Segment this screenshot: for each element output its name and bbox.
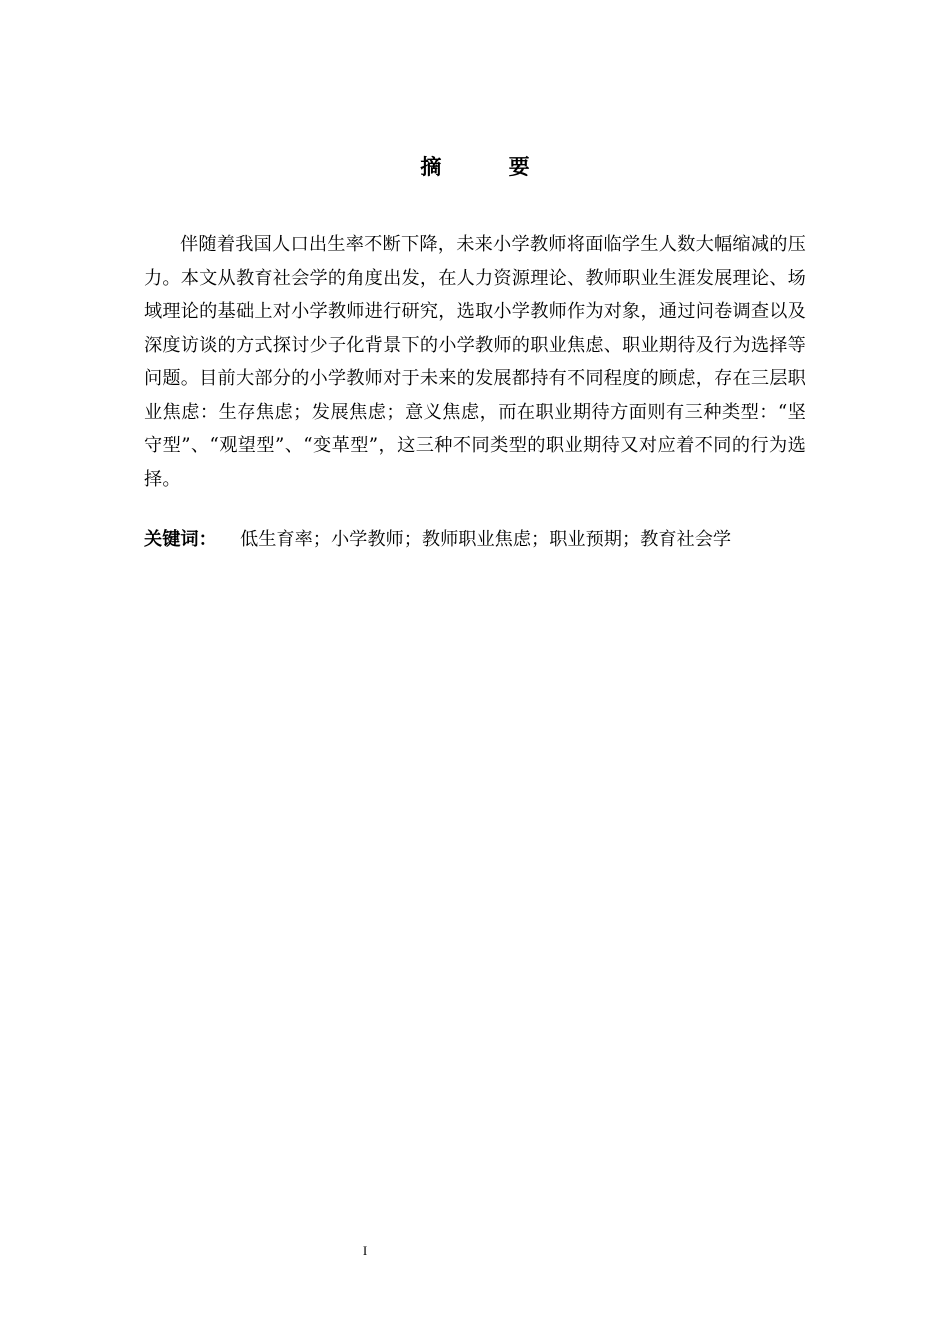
keywords-list: 低生育率；小学教师；教师职业焦虑；职业预期；教育社会学 [240,529,732,550]
abstract-paragraph: 伴随着我国人口出生率不断下降，未来小学教师将面临学生人数大幅缩减的压力。本文从教育社会学的角度出发，在人力资源理论、教师职业生涯发展理论、场域理论的基础上对小学教师进行研究，选取小学教师作为对象，通过问卷调查以及深度访谈的方式探讨少子化背景下的小学教师的职业焦虑、职业期待及行为选择等问题。目前大部分的小学教师对于未来的发展都持有不同程度的顾虑，存在三层职业焦虑：生存焦虑；发展焦虑；意义焦虑，而在职业期待方面则有三种类型：“坚守型”、“观望型”、“变革型”，这三种不同类型的职业期待又对应着不同的行为选择。 [144,234,806,490]
keywords-label: 关键词： [144,529,217,550]
keywords-line [144,523,806,556]
abstract-title: 摘 要 [420,155,560,179]
page-number: I [362,1243,368,1258]
